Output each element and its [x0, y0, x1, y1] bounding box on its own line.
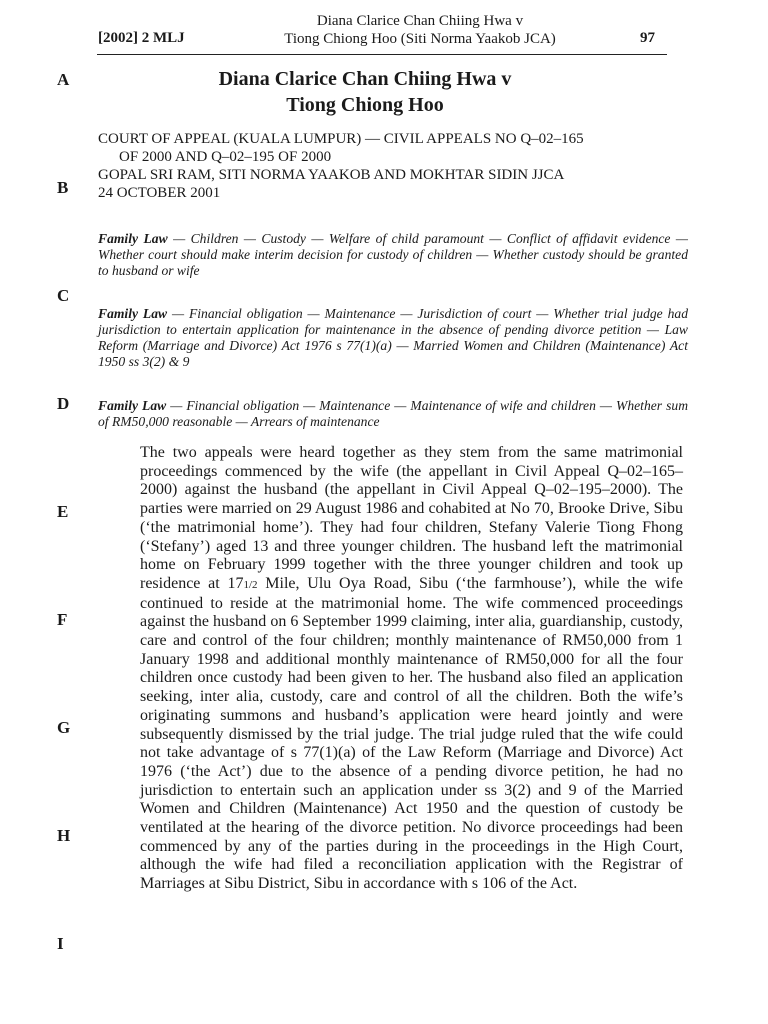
margin-letter-d: D — [57, 394, 70, 413]
court-line-2: OF 2000 AND Q–02–195 OF 2000 — [119, 149, 332, 165]
running-title — [255, 12, 585, 48]
margin-letter-c: C — [57, 286, 70, 305]
margin-letter-h: H — [57, 826, 71, 845]
running-header — [0, 6, 768, 52]
catchword-1 — [98, 231, 688, 279]
court-details — [98, 130, 688, 202]
paragraph-text-part-1: The two appeals were heard together as they stem from the same matrimonial proceedings commenced by the wife (the appellant in Civil Appeal Q–02–165–2000) against the husband (the appellant in Civil Appeal Q–02–195–2000). The parties were married on 29 August 1986 and cohabited at No 70, Brooke Drive, Sibu (‘the matrimonial home’). They had four children, Stefany Valerie Tiong Fhong (‘Stefany’) aged 13 and three younger children. The husband left the matrimonial home on February 1999 together with the three younger children and took up residence at 17 — [140, 444, 683, 592]
catchword-subject: Family Law — [98, 398, 167, 413]
court-line-1: COURT OF APPEAL (KUALA LUMPUR) — CIVIL APPEALS NO Q–02–165 — [98, 131, 584, 147]
decision-date: 24 OCTOBER 2001 — [98, 185, 221, 201]
running-title-line-1: Diana Clarice Chan Chiing Hwa v — [316, 13, 524, 29]
case-title-line-2: Tiong Chiong Hoo — [286, 94, 444, 116]
catchword-text: — Financial obligation — Maintenance — Jurisdiction of court — Whether trial judge had jurisdiction to entertain application for maintenance in the absence of pending divorce petition — Law Reform (Marriage and Divorce) Act 1976 s 77(1)(a) — Married Women and Children (Maintenance) Act 1950 ss 3(2) & 9 — [98, 306, 688, 369]
catchword-2 — [98, 306, 688, 370]
running-title-line-2: Tiong Chiong Hoo (Siti Norma Yaakob JCA) — [284, 31, 556, 47]
judgment-paragraph — [140, 444, 683, 894]
margin-letter-f: F — [57, 610, 68, 629]
catchword-subject: Family Law — [98, 306, 168, 321]
catchword-text: — Financial obligation — Maintenance — Maintenance of wife and children — Whether sum of RM50,000 reasonable — Arrears of maintenance — [98, 398, 689, 429]
margin-letter-a: A — [57, 70, 70, 89]
margin-letter-e: E — [57, 502, 69, 521]
case-title-line-1: Diana Clarice Chan Chiing Hwa v — [218, 68, 512, 90]
page-number: 97 — [640, 30, 655, 46]
report-citation: [2002] 2 MLJ — [98, 30, 185, 46]
catchword-text: — Children — Custody — Welfare of child paramount — Conflict of affidavit evidence — Whether court should make interim decision for custody of children — Whether custody should be granted to husband or wife — [98, 231, 688, 278]
judges: GOPAL SRI RAM, SITI NORMA YAAKOB AND MOKHTAR SIDIN JJCA — [98, 167, 565, 183]
paragraph-text-part-2: Mile, Ulu Oya Road, Sibu (‘the farmhouse’), while the wife continued to reside at the matrimonial home. The wife commenced proceedings against the husband on 6 September 1999 claiming, inter alia, guardianship, custody, care and control of the four children; monthly maintenance of RM50,000 from 1 January 1998 and additional monthly maintenance of RM50,000 for all the four children once custody had been given to her. The husband also filed an application seeking, inter alia, custody, care and control of all the children. Both the wife’s originating summons and husband’s application were heard jointly and were subsequently dismissed by the trial judge. The trial judge ruled that the wife could not take advantage of s 77(1)(a) of the Law Reform (Marriage and Divorce) Act 1976 (‘the Act’) due to the absence of a pending divorce petition, he had no jurisdiction to entertain such an application under ss 3(2) and 9 of the Married Women and Children (Maintenance) Act 1950 and the question of custody be ventilated at the hearing of the divorce petition. No divorce proceedings had been commenced by any of the parties during in the proceedings in the High Court, although the wife had filed a reconciliation application with the Registrar of Marriages at Sibu District, Sibu in accordance with s 106 of the Act. — [140, 574, 684, 893]
header-rule — [97, 54, 667, 55]
catchword-subject: Family Law — [98, 231, 168, 246]
margin-letter-b: B — [57, 178, 69, 197]
case-title — [140, 66, 590, 118]
margin-letter-i: I — [57, 934, 64, 953]
catchword-3 — [98, 398, 688, 430]
margin-letter-g: G — [57, 718, 71, 737]
fraction: 1/2 — [243, 578, 258, 591]
